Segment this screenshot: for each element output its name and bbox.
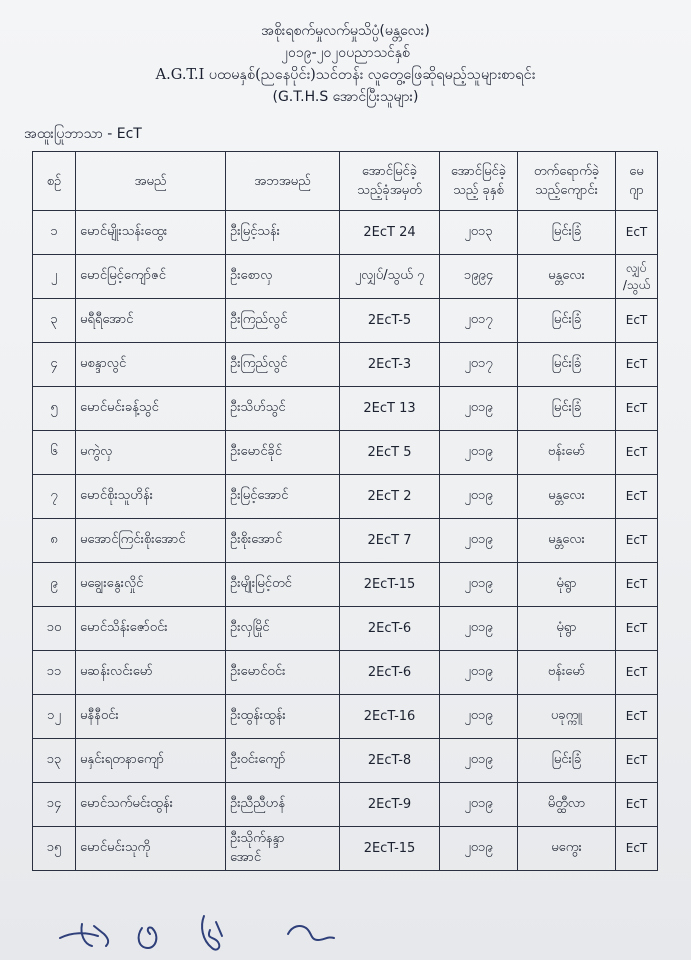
cell-year: ၂၀၁၉: [440, 783, 518, 827]
cell-school: မြင်းခြံ: [518, 387, 616, 431]
cell-major: EcT: [616, 827, 658, 871]
cell-name: မောင်သက်မင်းထွန်း: [76, 783, 226, 827]
cell-roll-number: 2EcT 5: [340, 431, 440, 475]
table-row: [33, 211, 658, 255]
cell-roll-number: 2EcT-6: [340, 651, 440, 695]
cell-year: ၂၀၁၇: [440, 299, 518, 343]
cell-father-name: ဦးသိုက်နန္ဒာ အောင်: [226, 827, 340, 871]
cell-serial: ၁၄: [33, 783, 76, 827]
cell-year: ၂၀၁၉: [440, 387, 518, 431]
cell-year: ၂၀၁၃: [440, 211, 518, 255]
cell-father-name: ဦးစောလှ: [226, 255, 340, 299]
table-row: [33, 475, 658, 519]
cell-roll-number: ၂လျှပ်/သွယ် ၇: [340, 255, 440, 299]
table-header-row: [33, 152, 658, 211]
cell-year: ၂၀၁၉: [440, 607, 518, 651]
cell-father-name: ဦးမြင့်အောင်: [226, 475, 340, 519]
cell-father-name: ဦးမြင့်သန်း: [226, 211, 340, 255]
cell-father-name: ဦးမောင်ဝင်း: [226, 651, 340, 695]
cell-name: မောင်သိန်းဇော်ဝင်း: [76, 607, 226, 651]
cell-name: မနီနီဝင်း: [76, 695, 226, 739]
cell-school: မန္တလေး: [518, 475, 616, 519]
cell-name: မောင်မင်းသုကို: [76, 827, 226, 871]
table-row: [33, 255, 658, 299]
table-row: [33, 651, 658, 695]
cell-serial: ၄: [33, 343, 76, 387]
table-row: [33, 343, 658, 387]
table-row: [33, 695, 658, 739]
cell-name: မောင်မြင့်ကျော်ဇင်: [76, 255, 226, 299]
cell-serial: ၅: [33, 387, 76, 431]
table-row: [33, 519, 658, 563]
cell-year: ၂၀၁၉: [440, 739, 518, 783]
cell-roll-number: 2EcT-16: [340, 695, 440, 739]
header-major: မေ ဂျာ: [616, 152, 658, 211]
header-title: A.G.T.I ပထမနှစ်(ညနေပိုင်း)သင်တန်း လူတွေ့ဖြေဆိုရမည့်သူများစာရင်း: [155, 67, 536, 83]
table-row: [33, 299, 658, 343]
cell-roll-number: 2EcT-3: [340, 343, 440, 387]
cell-year: ၂၀၁၉: [440, 519, 518, 563]
cell-father-name: ဦးမောင်ခိုင်: [226, 431, 340, 475]
cell-serial: ၁: [33, 211, 76, 255]
cell-school: မုံရွာ: [518, 563, 616, 607]
cell-serial: ၁၀: [33, 607, 76, 651]
cell-roll-number: 2EcT 7: [340, 519, 440, 563]
cell-name: မောင်စိုးသူဟိန်း: [76, 475, 226, 519]
cell-serial: ၆: [33, 431, 76, 475]
cell-roll-number: 2EcT 24: [340, 211, 440, 255]
table-row: [33, 827, 658, 871]
cell-year: ၂၀၁၉: [440, 827, 518, 871]
cell-major: EcT: [616, 475, 658, 519]
cell-name: မနှင်းရတနာကျော်: [76, 739, 226, 783]
cell-serial: ၃: [33, 299, 76, 343]
candidate-table: [32, 151, 658, 871]
cell-serial: ၉: [33, 563, 76, 607]
table-row: [33, 607, 658, 651]
cell-school: မြင်းခြံ: [518, 343, 616, 387]
table-row: [33, 431, 658, 475]
signature-1: [60, 924, 108, 946]
cell-major: EcT: [616, 607, 658, 651]
cell-roll-number: 2EcT 2: [340, 475, 440, 519]
cell-year: ၂၀၁၉: [440, 651, 518, 695]
cell-name: မောင်မျိုးသန်းထွေး: [76, 211, 226, 255]
cell-serial: ၁၂: [33, 695, 76, 739]
cell-major: လျှပ် /သွယ်: [616, 255, 658, 299]
cell-name: မအောင်ကြင်းစိုးအောင်: [76, 519, 226, 563]
cell-serial: ၇: [33, 475, 76, 519]
cell-father-name: ဦးထွန်းထွန်း: [226, 695, 340, 739]
cell-serial: ၂: [33, 255, 76, 299]
signature-4: [288, 926, 334, 940]
cell-major: EcT: [616, 431, 658, 475]
cell-serial: ၈: [33, 519, 76, 563]
cell-serial: ၁၁: [33, 651, 76, 695]
cell-school: မန္တလေး: [518, 255, 616, 299]
signatures: [56, 906, 376, 956]
cell-school: ပခုက္ကူ: [518, 695, 616, 739]
cell-year: ၂၀၁၉: [440, 563, 518, 607]
cell-major: EcT: [616, 387, 658, 431]
cell-name: မချွေးနွေးလှိုင်: [76, 563, 226, 607]
header-name: အမည်: [76, 152, 226, 211]
cell-father-name: ဦးလှမြိုင်: [226, 607, 340, 651]
cell-school: မြင်းခြံ: [518, 739, 616, 783]
cell-roll-number: 2EcT-15: [340, 827, 440, 871]
table-row: [33, 783, 658, 827]
cell-name: မဆန်းလင်းမော်: [76, 651, 226, 695]
header-institution: အစိုးရစက်မှုလက်မှုသိပ္ပံ(မန္တလေး): [261, 23, 430, 39]
document-header: [0, 20, 691, 108]
cell-major: EcT: [616, 563, 658, 607]
cell-year: ၁၉၉၄: [440, 255, 518, 299]
cell-major: EcT: [616, 519, 658, 563]
cell-year: ၂၀၁၉: [440, 475, 518, 519]
cell-school: မြင်းခြံ: [518, 211, 616, 255]
header-roll-number: အောင်မြင်ခဲ့ သည့်ခုံအမှတ်: [340, 152, 440, 211]
cell-name: မကွဲလှ: [76, 431, 226, 475]
cell-father-name: ဦးသိဟ်သွင်: [226, 387, 340, 431]
cell-serial: ၁၅: [33, 827, 76, 871]
cell-roll-number: 2EcT-9: [340, 783, 440, 827]
signature-3: [202, 916, 222, 950]
cell-school: မကွေး: [518, 827, 616, 871]
cell-major: EcT: [616, 695, 658, 739]
cell-school: မန္တလေး: [518, 519, 616, 563]
header-school: တက်ရောက်ခဲ့ သည့်ကျောင်း: [518, 152, 616, 211]
cell-school: မိတ္ထီလာ: [518, 783, 616, 827]
header-father-name: အဘအမည်: [226, 152, 340, 211]
cell-major: EcT: [616, 651, 658, 695]
cell-father-name: ဦးညီညီဟန်: [226, 783, 340, 827]
cell-school: မြင်းခြံ: [518, 299, 616, 343]
cell-school: မုံရွာ: [518, 607, 616, 651]
table-row: [33, 563, 658, 607]
cell-father-name: ဦးကြည်လွင်: [226, 299, 340, 343]
cell-major: EcT: [616, 343, 658, 387]
cell-serial: ၁၃: [33, 739, 76, 783]
cell-father-name: ဦးမျိုးမြင့်တင်: [226, 563, 340, 607]
cell-roll-number: 2EcT 13: [340, 387, 440, 431]
table-row: [33, 387, 658, 431]
cell-major: EcT: [616, 783, 658, 827]
specialization-label: အထူးပြုဘာသာ - EcT: [24, 126, 142, 142]
cell-name: မရီရီအောင်: [76, 299, 226, 343]
cell-major: EcT: [616, 299, 658, 343]
cell-name: မစန္ဒာလွင်: [76, 343, 226, 387]
cell-roll-number: 2EcT-8: [340, 739, 440, 783]
header-subtitle: (G.T.H.S အောင်ပြီးသူများ): [272, 89, 419, 105]
cell-roll-number: 2EcT-6: [340, 607, 440, 651]
header-serial: စဉ်: [33, 152, 76, 211]
table-row: [33, 739, 658, 783]
cell-year: ၂၀၁၉: [440, 695, 518, 739]
cell-year: ၂၀၁၇: [440, 343, 518, 387]
cell-father-name: ဦးဝင်းကျော်: [226, 739, 340, 783]
cell-major: EcT: [616, 211, 658, 255]
cell-major: EcT: [616, 739, 658, 783]
cell-year: ၂၀၁၉: [440, 431, 518, 475]
cell-father-name: ဦးကြည်လွင်: [226, 343, 340, 387]
header-year: အောင်မြင်ခဲ့ သည့် ခုနှစ်: [440, 152, 518, 211]
cell-name: မောင်မင်းခန့်သွင်: [76, 387, 226, 431]
cell-school: ဗန်းမော်: [518, 651, 616, 695]
cell-school: ဗန်းမော်: [518, 431, 616, 475]
cell-roll-number: 2EcT-5: [340, 299, 440, 343]
header-academic-year: ၂၀၁၉-၂၀၂၀ပညာသင်နှစ်: [281, 45, 410, 61]
cell-roll-number: 2EcT-15: [340, 563, 440, 607]
signature-2: [139, 927, 157, 948]
cell-father-name: ဦးစိုးအောင်: [226, 519, 340, 563]
